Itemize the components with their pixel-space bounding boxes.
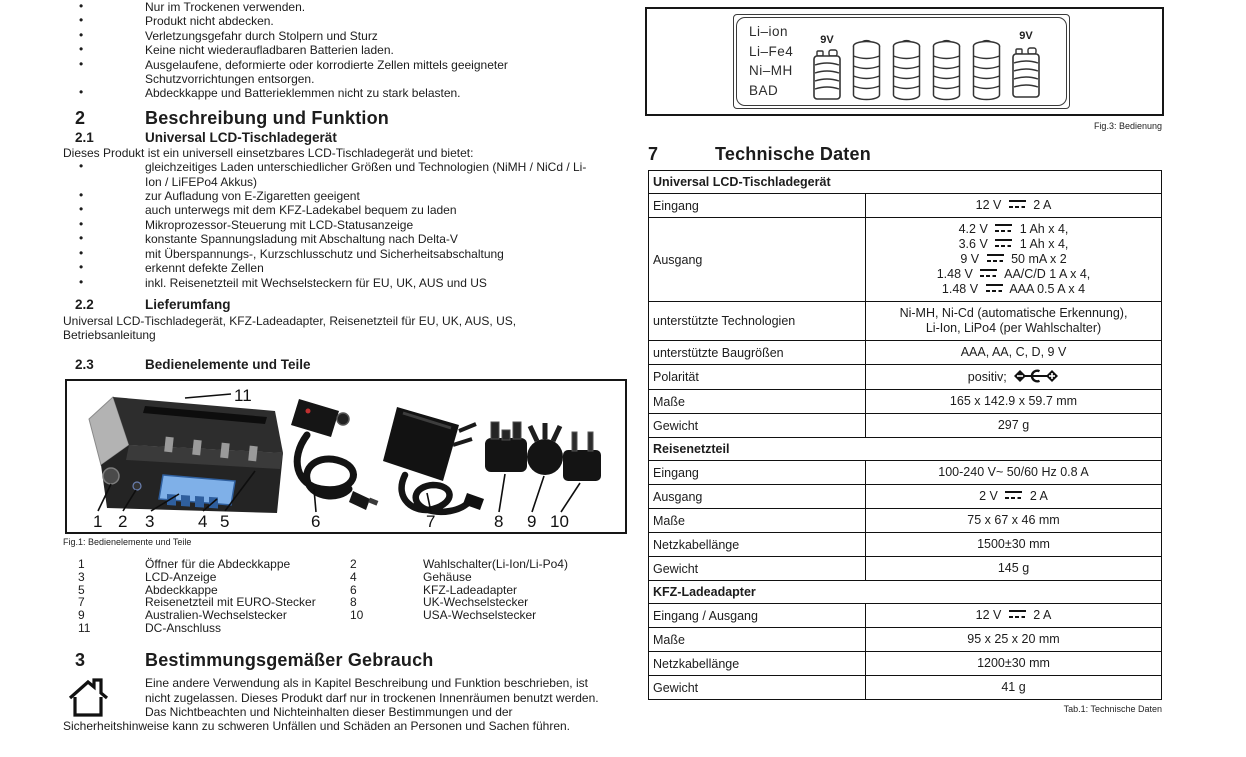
figure-callout: 5 bbox=[220, 511, 230, 528]
power-supply-illustration bbox=[383, 407, 484, 512]
tech-table-body bbox=[649, 171, 1162, 700]
part-label: Australien-Wechselstecker bbox=[145, 608, 287, 623]
list-item: • erkennt defekte Zellen bbox=[63, 261, 598, 275]
table-row bbox=[649, 341, 1162, 365]
dc-current-icon bbox=[987, 254, 1004, 262]
battery-9v-icon bbox=[812, 49, 842, 101]
aus-plug-illustration bbox=[527, 423, 563, 475]
spec-value bbox=[866, 533, 1162, 557]
part-number: 3 bbox=[78, 569, 85, 584]
figure-callout: 8 bbox=[494, 511, 504, 528]
section-2-heading bbox=[63, 108, 629, 129]
section-number: 2.1 bbox=[75, 129, 94, 145]
table-row bbox=[649, 652, 1162, 676]
list-item: • Keine nicht wiederaufladbaren Batterien laden. bbox=[63, 43, 608, 57]
section-number: 2 bbox=[75, 107, 86, 128]
list-item: • gleichzeitiges Laden unterschiedlicher Größen und Technologien (NiMH / NiCd / Li-Ion / LiFEPo4 Akkus) bbox=[63, 160, 598, 189]
table-row bbox=[649, 218, 1162, 302]
section-2-3-heading bbox=[63, 357, 629, 372]
right-column bbox=[645, 0, 1163, 714]
section-number: 2.3 bbox=[75, 356, 94, 372]
figure-1-caption: Fig.1: Bedienelemente und Teile bbox=[63, 536, 192, 547]
table-row bbox=[649, 302, 1162, 341]
part-number: 4 bbox=[350, 569, 357, 584]
table-section-header: Universal LCD-Tischladegerät bbox=[649, 171, 1162, 194]
part-label: LCD-Anzeige bbox=[145, 569, 217, 584]
spec-label: Ausgang bbox=[649, 218, 866, 302]
table-row bbox=[649, 390, 1162, 414]
figure-1-parts-illustration bbox=[65, 379, 627, 534]
spec-value bbox=[866, 485, 1162, 509]
section-title: Bestimmungsgemäßer Gebrauch bbox=[145, 650, 434, 671]
spec-value-line: 12 V 2 A bbox=[975, 608, 1052, 622]
spec-value bbox=[866, 557, 1162, 581]
dc-current-icon bbox=[986, 284, 1003, 292]
spec-value-line: 1.48 V AA/C/D 1 A x 4, bbox=[936, 267, 1091, 281]
part-number: 8 bbox=[350, 595, 357, 610]
battery-9v-icon bbox=[1011, 45, 1041, 101]
section-7-heading bbox=[645, 144, 1163, 165]
battery-9v-label: 9V bbox=[820, 34, 834, 46]
list-item: • inkl. Reisenetzteil mit Wechselsteckern für EU, UK, AUS und US bbox=[63, 276, 598, 290]
spec-value-line: 1500±30 mm bbox=[977, 537, 1050, 551]
battery-cylinder-icon bbox=[851, 39, 882, 101]
dc-current-icon bbox=[995, 224, 1012, 232]
spec-label: Maße bbox=[649, 628, 866, 652]
spec-label: Netzkabellänge bbox=[649, 533, 866, 557]
section-title: Beschreibung und Funktion bbox=[145, 107, 389, 128]
car-adapter-illustration bbox=[291, 399, 378, 510]
polarity-center-positive-icon bbox=[1013, 369, 1059, 383]
spec-value-line: 1200±30 mm bbox=[977, 656, 1050, 670]
dc-current-icon bbox=[1005, 491, 1022, 499]
spec-value-line: 297 g bbox=[997, 418, 1030, 432]
part-number: 7 bbox=[78, 595, 85, 610]
lcd-battery-icons bbox=[812, 30, 1041, 101]
lcd-label: Li–ion bbox=[749, 24, 789, 39]
part-label: Wahlschalter(Li-Ion/Li-Po4) bbox=[423, 556, 568, 571]
figure-callout: 9 bbox=[527, 511, 537, 528]
spec-value bbox=[866, 652, 1162, 676]
list-item: • Verletzungsgefahr durch Stolpern und Sturz bbox=[63, 29, 608, 43]
list-item: • Mikroprozessor-Steuerung mit LCD-Statusanzeige bbox=[63, 218, 598, 232]
part-number: 1 bbox=[78, 556, 85, 571]
section-title: Bedienelemente und Teile bbox=[145, 356, 311, 372]
section-3-body: Eine andere Verwendung als in Kapitel Beschreibung und Funktion beschrieben, ist nicht zugelassen. Dieses Produkt darf nur in trockenen Innenräumen benutzt werden. Das Nichtbeachten und Nichteinhalten dieser Bestimmungen und der Sicherheitshinweise kann zu schweren Unfällen und Schäden an Personen und Sachen führen. bbox=[63, 676, 599, 734]
part-label: Reisenetzteil mit EURO-Stecker bbox=[145, 595, 316, 610]
lcd-label: Li–Fe4 bbox=[749, 43, 794, 59]
figure-3-lcd-diagram bbox=[645, 7, 1164, 116]
table-section-header-row bbox=[649, 438, 1162, 461]
left-column bbox=[63, 0, 629, 734]
spec-value bbox=[866, 676, 1162, 700]
battery-9v-right bbox=[1011, 30, 1041, 101]
us-plug-illustration bbox=[563, 432, 601, 481]
spec-label: Eingang bbox=[649, 194, 866, 218]
spec-value-line: 165 x 142.9 x 59.7 mm bbox=[949, 394, 1078, 408]
spec-value-line: Ni-MH, Ni-Cd (automatische Erkennung), bbox=[899, 306, 1128, 320]
section-number: 2.2 bbox=[75, 296, 94, 312]
section-2-1-heading bbox=[63, 130, 629, 145]
table-section-header: Reisenetzteil bbox=[649, 438, 1162, 461]
list-item: • auch unterwegs mit dem KFZ-Ladekabel bequem zu laden bbox=[63, 203, 598, 217]
table-row bbox=[649, 676, 1162, 700]
list-item: • zur Aufladung von E-Zigaretten geeigent bbox=[63, 189, 598, 203]
battery-cylinder-icon bbox=[971, 39, 1002, 101]
part-number: 5 bbox=[78, 582, 85, 597]
table-row bbox=[649, 509, 1162, 533]
spec-label: Polarität bbox=[649, 365, 866, 390]
spec-value-line: 9 V 50 mA x 2 bbox=[960, 252, 1067, 266]
spec-value-line: Li-Ion, LiPo4 (per Wahlschalter) bbox=[925, 321, 1102, 335]
safety-list bbox=[63, 0, 608, 101]
table-caption: Tab.1: Technische Daten bbox=[1063, 704, 1162, 714]
spec-value-line: 100-240 V~ 50/60 Hz 0.8 A bbox=[938, 465, 1089, 479]
figure-callout: 1 bbox=[93, 511, 103, 528]
spec-label: Ausgang bbox=[649, 485, 866, 509]
figure-callout: 10 bbox=[550, 511, 569, 528]
spec-label: Eingang bbox=[649, 461, 866, 485]
uk-plug-illustration bbox=[485, 422, 527, 472]
section-title: Technische Daten bbox=[715, 144, 871, 164]
part-label: UK-Wechselstecker bbox=[423, 595, 529, 610]
charger-illustration bbox=[89, 397, 283, 513]
table-row bbox=[649, 485, 1162, 509]
table-row bbox=[649, 604, 1162, 628]
spec-label: Gewicht bbox=[649, 557, 866, 581]
spec-value bbox=[866, 461, 1162, 485]
spec-value-line: 4.2 V 1 Ah x 4, bbox=[958, 222, 1069, 236]
dc-current-icon bbox=[1009, 200, 1026, 208]
figure-callout: 4 bbox=[198, 511, 208, 528]
section-3-body-wrap bbox=[63, 676, 608, 734]
spec-value bbox=[866, 390, 1162, 414]
battery-9v-left bbox=[812, 34, 842, 101]
section-2-1-intro: Dieses Produkt ist ein universell einsetzbares LCD-Tischladegerät und bietet: bbox=[63, 145, 474, 160]
section-2-2-body: Universal LCD-Tischladegerät, KFZ-Ladeadapter, Reisenetzteil für EU, UK, AUS, US, Betriebsanleitung bbox=[63, 313, 517, 343]
lcd-frame bbox=[733, 14, 1070, 109]
section-number: 7 bbox=[648, 144, 659, 164]
spec-value-line: 145 g bbox=[997, 561, 1030, 575]
list-item: • Produkt nicht abdecken. bbox=[63, 14, 608, 28]
spec-value bbox=[866, 218, 1162, 302]
part-label: Abdeckkappe bbox=[145, 582, 218, 597]
figure-callout: 3 bbox=[145, 511, 155, 528]
figure-3-caption: Fig.3: Bedienung bbox=[1093, 121, 1162, 131]
spec-value-line: 3.6 V 1 Ah x 4, bbox=[958, 237, 1069, 251]
spec-value-line: 41 g bbox=[1001, 680, 1026, 694]
section-title: Lieferumfang bbox=[145, 296, 231, 312]
spec-label: Netzkabellänge bbox=[649, 652, 866, 676]
parts-legend bbox=[63, 558, 629, 635]
dc-current-icon bbox=[980, 269, 997, 277]
spec-label: Maße bbox=[649, 390, 866, 414]
table-row bbox=[649, 533, 1162, 557]
table-row bbox=[649, 628, 1162, 652]
part-number: 6 bbox=[350, 582, 357, 597]
parts-figure-svg bbox=[67, 381, 621, 528]
part-number: 10 bbox=[350, 608, 364, 623]
dc-current-icon bbox=[1009, 610, 1026, 618]
part-number: 9 bbox=[78, 608, 85, 623]
part-label: KFZ-Ladeadapter bbox=[423, 582, 518, 597]
selector-switch bbox=[133, 482, 141, 490]
spec-value-line: positiv; bbox=[870, 369, 1157, 385]
table-row bbox=[649, 365, 1162, 390]
battery-cylinder-icon bbox=[931, 39, 962, 101]
lcd-label: BAD bbox=[749, 82, 779, 98]
spec-value bbox=[866, 414, 1162, 438]
table-row bbox=[649, 557, 1162, 581]
figure-callout: 6 bbox=[311, 511, 321, 528]
list-item: • Nur im Trockenen verwenden. bbox=[63, 0, 608, 14]
spec-value-line: 75 x 67 x 46 mm bbox=[967, 513, 1060, 527]
feature-list bbox=[63, 160, 598, 290]
part-number: 11 bbox=[78, 621, 91, 636]
spec-value bbox=[866, 341, 1162, 365]
lcd-label: Ni–MH bbox=[749, 63, 793, 78]
battery-9v-label: 9V bbox=[1019, 30, 1033, 42]
spec-value bbox=[866, 194, 1162, 218]
part-number: 2 bbox=[350, 556, 357, 571]
figure-callout: 11 bbox=[234, 385, 252, 405]
house-icon bbox=[63, 676, 145, 719]
section-number: 3 bbox=[75, 650, 86, 671]
table-row bbox=[649, 414, 1162, 438]
section-2-2-heading bbox=[63, 297, 629, 312]
list-item: • Ausgelaufene, deformierte oder korrodierte Zellen mittels geeigneter Schutzvorrichtungen entsorgen. bbox=[63, 58, 608, 87]
list-item: • mit Überspannungs-, Kurzschlusschutz und Sicherheitsabschaltung bbox=[63, 247, 598, 261]
spec-value bbox=[866, 302, 1162, 341]
open-button bbox=[103, 468, 119, 484]
table-section-header-row bbox=[649, 581, 1162, 604]
spec-value-line: 12 V 2 A bbox=[975, 198, 1052, 212]
part-label: Öffner für die Abdeckkappe bbox=[145, 556, 291, 571]
spec-value-line: 1.48 V AAA 0.5 A x 4 bbox=[941, 282, 1086, 296]
table-section-header: KFZ-Ladeadapter bbox=[649, 581, 1162, 604]
section-title: Universal LCD-Tischladegerät bbox=[145, 129, 337, 145]
battery-cylinder-icon bbox=[891, 39, 922, 101]
spec-label: Eingang / Ausgang bbox=[649, 604, 866, 628]
spec-label: unterstützte Baugrößen bbox=[649, 341, 866, 365]
table-row bbox=[649, 461, 1162, 485]
table-row bbox=[649, 194, 1162, 218]
spec-value bbox=[866, 628, 1162, 652]
list-item: • konstante Spannungsladung mit Abschaltung nach Delta-V bbox=[63, 232, 598, 246]
spec-value-line: AAA, AA, C, D, 9 V bbox=[960, 345, 1067, 359]
table-section-header-row bbox=[649, 171, 1162, 194]
lcd-technology-labels bbox=[749, 22, 793, 100]
spec-label: Gewicht bbox=[649, 676, 866, 700]
spec-value-line: 95 x 25 x 20 mm bbox=[967, 632, 1060, 646]
spec-value bbox=[866, 604, 1162, 628]
dc-current-icon bbox=[995, 239, 1012, 247]
figure-callout: 2 bbox=[118, 511, 128, 528]
figure-callout: 7 bbox=[426, 511, 436, 528]
part-label: USA-Wechselstecker bbox=[423, 608, 537, 623]
spec-value bbox=[866, 509, 1162, 533]
list-item: • Abdeckkappe und Batterieklemmen nicht zu stark belasten. bbox=[63, 86, 608, 100]
spec-value-line: 2 V 2 A bbox=[979, 489, 1048, 503]
spec-label: Gewicht bbox=[649, 414, 866, 438]
spec-label: unterstützte Technologien bbox=[649, 302, 866, 341]
part-label: Gehäuse bbox=[423, 569, 472, 584]
section-3-heading bbox=[63, 650, 629, 671]
spec-value bbox=[866, 365, 1162, 390]
technical-data-table bbox=[648, 170, 1162, 700]
spec-label: Maße bbox=[649, 509, 866, 533]
part-label: DC-Anschluss bbox=[145, 621, 222, 636]
